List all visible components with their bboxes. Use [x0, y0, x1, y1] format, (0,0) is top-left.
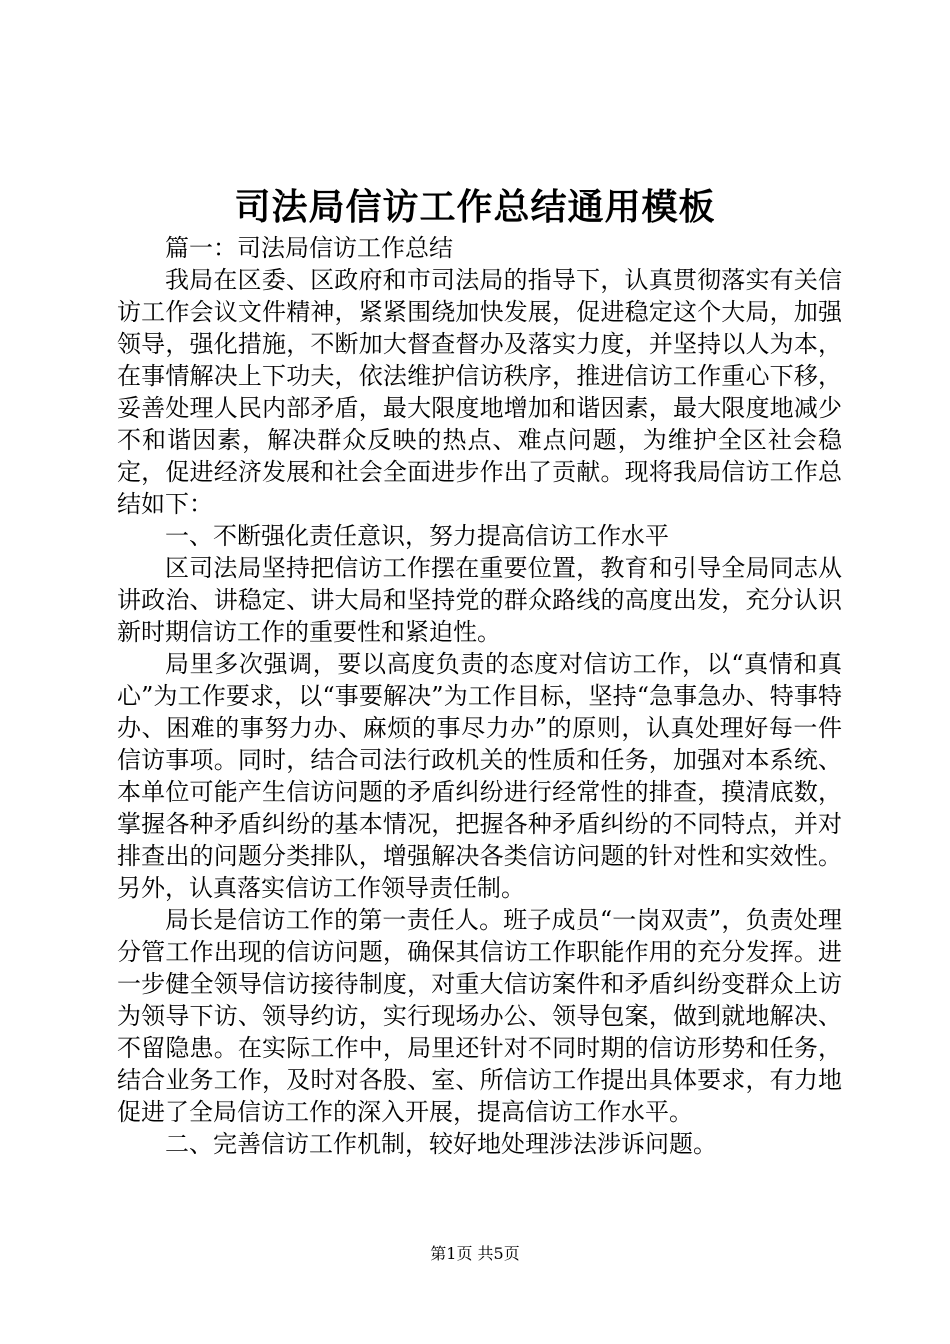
paragraph-body: 区司法局坚持把信访工作摆在重要位置，教育和引导全局同志从讲政治、讲稳定、讲大局和坚持党的群众路线的高度出发，充分认识新时期信访工作的重要性和紧迫性。 [117, 554, 842, 646]
paragraph-heading-two: 二、完善信访工作机制，较好地处理涉法涉诉问题。 [165, 1130, 717, 1158]
paragraph-intro: 我局在区委、区政府和市司法局的指导下，认真贯彻落实有关信访工作会议文件精神，紧紧围绕加快发展，促进稳定这个大局，加强领导，强化措施，不断加大督查督办及落实力度，并坚持以人为本，在事情解决上下功夫，依法维护信访秩序，推进信访工作重心下移，妥善处理人民内部矛盾，最大限度地增加和谐因素，最大限度地减少不和谐因素，解决群众反映的热点、难点问题，为维护全区社会稳定，促进经济发展和社会全面进步作出了贡献。现将我局信访工作总结如下： [117, 266, 842, 518]
document-body [117, 232, 842, 1160]
document-title: 司法局信访工作总结通用模板 [234, 186, 716, 228]
page-number-footer: 第1页 共5页 [430, 1244, 520, 1263]
paragraph-section-heading: 篇一：司法局信访工作总结 [165, 234, 453, 262]
paragraph-heading-one: 一、不断强化责任意识，努力提高信访工作水平 [165, 522, 669, 550]
paragraph-body: 局长是信访工作的第一责任人。班子成员“一岗双责”，负责处理分管工作出现的信访问题，确保其信访工作职能作用的充分发挥。进一步健全领导信访接待制度，对重大信访案件和矛盾纠纷变群众上访为领导下访、领导约访，实行现场办公、领导包案，做到就地解决、不留隐患。在实际工作中，局里还针对不同时期的信访形势和任务，结合业务工作，及时对各股、室、所信访工作提出具体要求，有力地促进了全局信访工作的深入开展，提高信访工作水平。 [117, 906, 842, 1126]
paragraph-body: 局里多次强调，要以高度负责的态度对信访工作，以“真情和真心”为工作要求，以“事要解决”为工作目标，坚持“急事急办、特事特办、困难的事努力办、麻烦的事尽力办”的原则，认真处理好每一件信访事项。同时，结合司法行政机关的性质和任务，加强对本系统、本单位可能产生信访问题的矛盾纠纷进行经常性的排查，摸清底数，掌握各种矛盾纠纷的基本情况，把握各种矛盾纠纷的不同特点，并对排查出的问题分类排队，增强解决各类信访问题的针对性和实效性。另外，认真落实信访工作领导责任制。 [117, 650, 842, 902]
